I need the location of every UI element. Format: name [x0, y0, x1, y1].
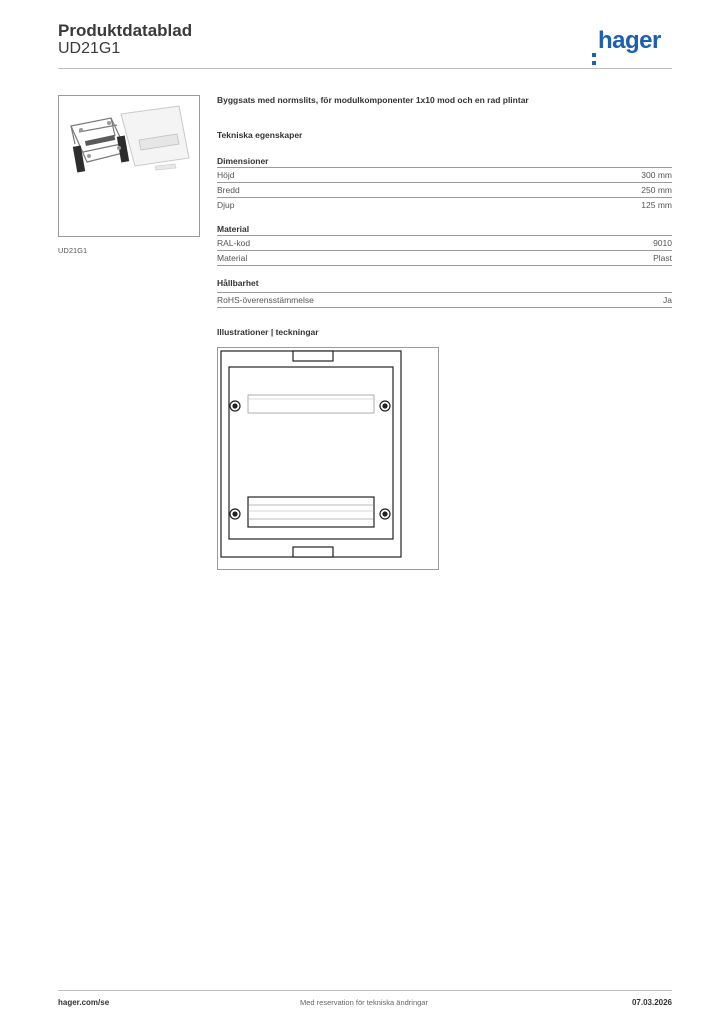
- dimensions-heading: Dimensioner: [217, 156, 269, 166]
- technical-heading: Tekniska egenskaper: [217, 130, 303, 140]
- row-label: RoHS-överensstämmelse: [217, 295, 314, 305]
- header-divider: [58, 68, 672, 69]
- product-photo-illustration: [59, 96, 199, 236]
- product-photo: [58, 95, 200, 237]
- technical-drawing: [217, 347, 439, 570]
- row-value: 9010: [653, 238, 672, 248]
- row-value: 250 mm: [641, 185, 672, 195]
- material-heading: Material: [217, 224, 250, 234]
- footer-divider: [58, 990, 672, 991]
- sustainability-heading: Hållbarhet: [217, 278, 259, 288]
- row-value: Plast: [653, 253, 672, 263]
- row-value: 300 mm: [641, 170, 672, 180]
- product-photo-caption: UD21G1: [58, 246, 88, 255]
- technical-drawing-svg: [218, 348, 438, 569]
- row-value: Ja: [663, 295, 672, 305]
- footer-disclaimer: Med reservation för tekniska ändringar: [300, 998, 428, 1007]
- hager-logo: [592, 27, 661, 55]
- table-row: [217, 167, 672, 182]
- row-label: RAL-kod: [217, 238, 251, 248]
- footer-website: hager.com/se: [58, 998, 110, 1007]
- row-label: Material: [217, 253, 248, 263]
- table-row: [217, 292, 672, 308]
- table-row: [217, 197, 672, 212]
- illustrations-heading: Illustrationer | teckningar: [217, 327, 319, 337]
- table-row: [217, 235, 672, 250]
- row-value: 125 mm: [641, 200, 672, 210]
- footer-date: 07.03.2026: [631, 998, 672, 1007]
- row-label: Djup: [217, 200, 235, 210]
- table-row: [217, 182, 672, 197]
- table-row: [217, 250, 672, 266]
- product-description: Byggsats med normslits, för modulkomponenter 1x10 mod och en rad plintar: [217, 95, 529, 105]
- page-title: Produktdatablad: [58, 21, 193, 40]
- row-label: Bredd: [217, 185, 240, 195]
- product-code: UD21G1: [58, 40, 121, 57]
- logo-text: hager: [598, 27, 661, 54]
- row-label: Höjd: [217, 170, 235, 180]
